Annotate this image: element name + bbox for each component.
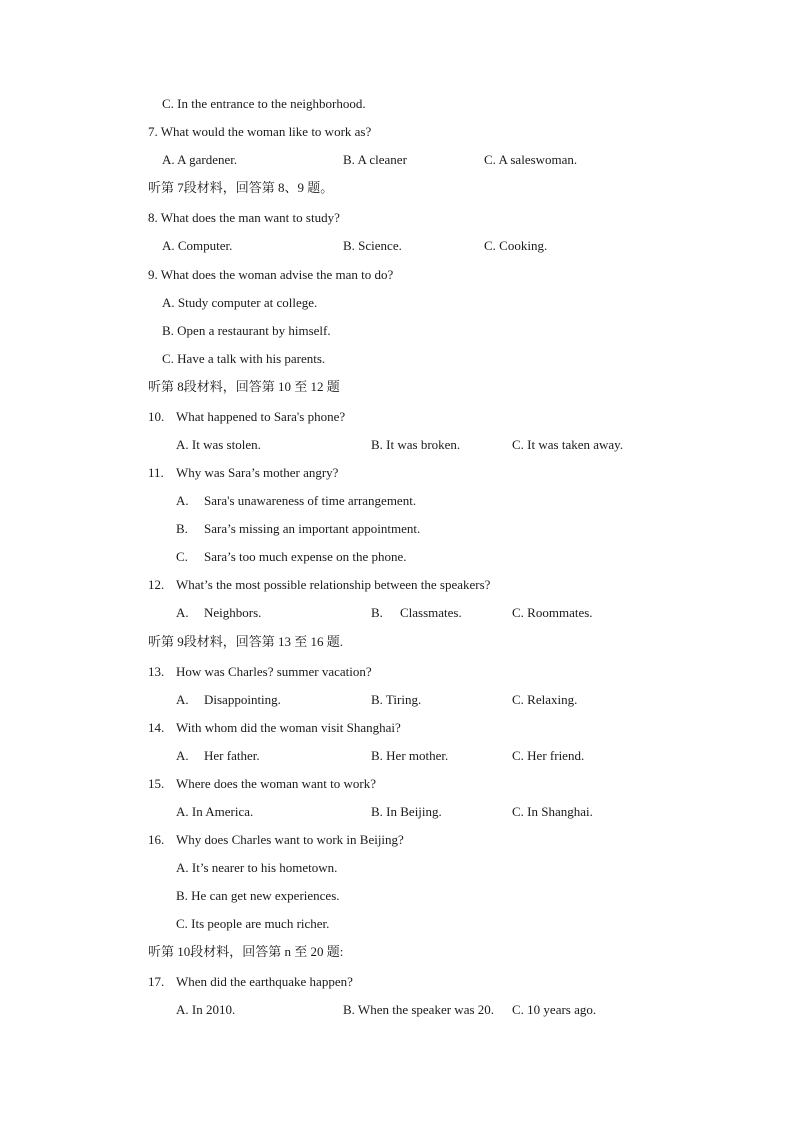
- line-text: 8. What does the man want to study?: [148, 210, 340, 225]
- line-text: A.: [176, 605, 189, 620]
- text-line: [0, 1000, 793, 1020]
- line-text: 10.: [148, 409, 165, 424]
- text-line: [0, 122, 793, 142]
- text-line: [0, 886, 793, 906]
- line-text: C. In the entrance to the neighborhood.: [162, 96, 366, 111]
- text-line: [0, 662, 793, 682]
- line-text: C. Have a talk with his parents.: [162, 351, 326, 366]
- option-text: B. It was broken.: [371, 437, 461, 452]
- option-text: C. Cooking.: [484, 238, 548, 253]
- line-text: 12.: [148, 577, 165, 592]
- line-text: B. He can get new experiences.: [176, 888, 340, 903]
- line-text: 听第 10段材料，回答第 n 至 20 题:: [148, 944, 344, 959]
- option-text: How was Charles? summer vacation?: [176, 664, 372, 679]
- option-text: Sara’s too much expense on the phone.: [204, 549, 407, 564]
- option-text: C. Roommates.: [512, 605, 593, 620]
- line-text: 7. What would the woman like to work as?: [148, 124, 372, 139]
- option-text: What’s the most possible relationship between the speakers?: [176, 577, 491, 592]
- line-text: 听第 8段材料，回答第 10 至 12 题: [148, 379, 340, 394]
- line-text: A. Computer.: [162, 238, 233, 253]
- text-line: [0, 407, 793, 427]
- line-text: 16.: [148, 832, 165, 847]
- option-text: Sara’s missing an important appointment.: [204, 521, 421, 536]
- text-line: [0, 830, 793, 850]
- line-text: A.: [176, 748, 189, 763]
- option-text: B. A cleaner: [343, 152, 407, 167]
- option-text: Where does the woman want to work?: [176, 776, 376, 791]
- option-text: What happened to Sara's phone?: [176, 409, 346, 424]
- text-line: [0, 265, 793, 285]
- option-text: Disappointing.: [204, 692, 281, 707]
- text-line: [0, 603, 793, 623]
- option-text: B.: [371, 605, 383, 620]
- text-line: [0, 972, 793, 992]
- text-line: [0, 435, 793, 455]
- option-text: C. Relaxing.: [512, 692, 578, 707]
- option-text: B. When the speaker was 20.: [343, 1002, 495, 1017]
- line-text: A. It was stolen.: [176, 437, 261, 452]
- line-text: A. A gardener.: [162, 152, 238, 167]
- line-text: A. In 2010.: [176, 1002, 236, 1017]
- option-text: C. A saleswoman.: [484, 152, 578, 167]
- text-line: [0, 774, 793, 794]
- option-text: Why was Sara’s mother angry?: [176, 465, 339, 480]
- option-text: With whom did the woman visit Shanghai?: [176, 720, 401, 735]
- text-line: [0, 942, 793, 962]
- line-text: C. Its people are much richer.: [176, 916, 330, 931]
- line-text: C.: [176, 549, 188, 564]
- text-line: [0, 236, 793, 256]
- line-text: 17.: [148, 974, 165, 989]
- text-line: [0, 349, 793, 369]
- option-text: C. 10 years ago.: [512, 1002, 597, 1017]
- text-line: [0, 519, 793, 539]
- line-text: 13.: [148, 664, 165, 679]
- text-line: [0, 491, 793, 511]
- line-text: A. Study computer at college.: [162, 295, 318, 310]
- text-line: [0, 150, 793, 170]
- text-line: [0, 547, 793, 567]
- line-text: B. Open a restaurant by himself.: [162, 323, 331, 338]
- line-text: A.: [176, 493, 189, 508]
- line-text: A. It’s nearer to his hometown.: [176, 860, 338, 875]
- line-text: A.: [176, 692, 189, 707]
- text-line: [0, 858, 793, 878]
- option-text: Her father.: [204, 748, 260, 763]
- option-text: Classmates.: [400, 605, 462, 620]
- line-text: B.: [176, 521, 188, 536]
- text-line: [0, 208, 793, 228]
- option-text: Why does Charles want to work in Beijing?: [176, 832, 404, 847]
- option-text: When did the earthquake happen?: [176, 974, 353, 989]
- option-text: B. In Beijing.: [371, 804, 442, 819]
- option-text: Sara's unawareness of time arrangement.: [204, 493, 417, 508]
- option-text: C. It was taken away.: [512, 437, 624, 452]
- text-line: [0, 321, 793, 341]
- line-text: 听第 9段材料，回答第 13 至 16 题.: [148, 634, 344, 649]
- option-text: C. In Shanghai.: [512, 804, 593, 819]
- line-text: 11.: [148, 465, 164, 480]
- text-line: [0, 802, 793, 822]
- line-text: 听第 7段材料，回答第 8、9 题。: [148, 180, 334, 195]
- line-text: 14.: [148, 720, 165, 735]
- text-line: [0, 718, 793, 738]
- option-text: B. Tiring.: [371, 692, 422, 707]
- option-text: C. Her friend.: [512, 748, 585, 763]
- text-line: [0, 632, 793, 652]
- text-line: [0, 914, 793, 934]
- line-text: 15.: [148, 776, 165, 791]
- line-text: 9. What does the woman advise the man to do?: [148, 267, 394, 282]
- text-line: [0, 575, 793, 595]
- text-line: [0, 178, 793, 198]
- text-line: [0, 746, 793, 766]
- line-text: A. In America.: [176, 804, 254, 819]
- text-line: [0, 94, 793, 114]
- text-line: [0, 377, 793, 397]
- option-text: B. Science.: [343, 238, 402, 253]
- text-line: [0, 463, 793, 483]
- text-line: [0, 293, 793, 313]
- text-line: [0, 690, 793, 710]
- option-text: Neighbors.: [204, 605, 262, 620]
- option-text: B. Her mother.: [371, 748, 449, 763]
